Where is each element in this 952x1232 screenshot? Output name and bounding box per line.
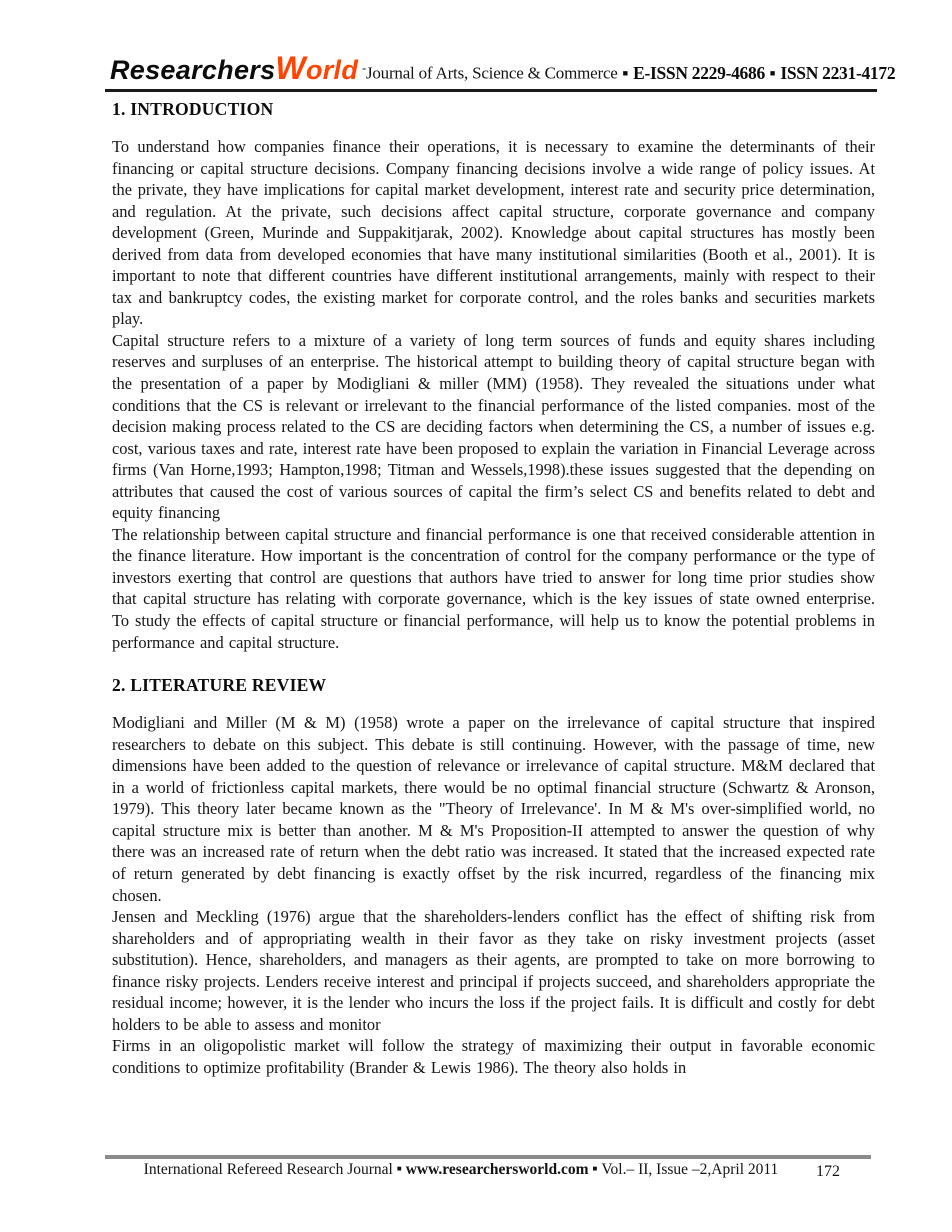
logo-world: World — [275, 50, 359, 86]
issn-bullet-icon: ■ — [622, 68, 629, 78]
header-divider — [105, 89, 877, 92]
section-introduction — [112, 97, 875, 653]
footer-website: www.researchersworld.com — [405, 1161, 589, 1178]
footer-journal-label: International Refereed Research Journal — [143, 1161, 393, 1178]
article-body — [112, 97, 875, 1078]
eissn-label: E-ISSN 2229-4686 — [633, 63, 765, 83]
issn-bullet-icon: ■ — [769, 68, 776, 78]
page-header — [110, 50, 896, 87]
paragraph: Firms in an oligopolistic market will follow the strategy of maximizing their output in favorable economic conditions to optimize profitability (Brander & Lewis 1986). The theory also holds in — [112, 1036, 875, 1077]
footer-divider — [105, 1155, 871, 1159]
page-number: 172 — [816, 1163, 840, 1180]
header-row — [110, 50, 896, 87]
logo-researchers: Researchers — [110, 55, 276, 85]
page-footer — [105, 1161, 817, 1179]
paragraph: Capital structure refers to a mixture of a variety of long term sources of funds and equity shares including reserves and surpluses of an enterprise. The historical attempt to building theory of capital structure began with the presentation of a paper by Modigliani & miller (MM) (1958). They revealed the situations under what conditions that the CS is relevant or irrelevant to the financial performance of the listed companies. most of the decision making process related to the CS are deciding factors when determining the CS, a number of issues e.g. cost, various taxes and rate, interest rate have been proposed to explain the variation in Financial Leverage across firms (Van Horne,1993; Hampton,1998; Titman and Wessels,1998).these issues suggested that the depending on attributes that caused the cost of various sources of capital the firm’s select CS and benefits related to debt and equity financing — [112, 330, 875, 523]
paragraph: Modigliani and Miller (M & M) (1958) wrote a paper on the irrelevance of capital structure that inspired researchers to debate on this subject. This debate is still continuing. However, with the passage of time, new dimensions have been added to the question of relevance or irrelevance of capital structure. M&M declared that in a world of frictionless capital markets, there would be no optimal financial structure (Schwartz & Aronson, 1979). This theory later became known as the "Theory of Irrelevance'. In M & M's over-simplified world, no capital structure mix is better than another. M & M's Proposition-II attempted to answer the question of why there was an increased rate of return when the debt ratio was increased. It stated that the increased expected rate of return generated by debt financing is exactly offset by the risk incurred, regardless of the financing mix chosen. — [112, 713, 875, 905]
section-heading-literature-review: 2. LITERATURE REVIEW — [112, 675, 327, 696]
footer-bullet-icon: ■ — [592, 1164, 598, 1173]
issn-block — [618, 63, 896, 84]
journal-tagline — [362, 61, 618, 84]
tagline-dash: - — [362, 61, 366, 76]
paragraph: The relationship between capital structure and financial performance is one that received considerable attention in the finance literature. How important is the concentration of control for the company performance or the type of investors exerting that control are questions that authors have tried to answer for long time prior studies show that capital structure has relating with corporate governance, which is the key issues of state owned enterprise. To study the effects of capital structure or financial performance, will help us to know the potential problems in performance and capital structure. — [112, 524, 875, 652]
paragraph: To understand how companies finance their operations, it is necessary to examine the determinants of their financing or capital structure decisions. Company financing decisions involve a wide range of policy issues. At the private, they have implications for capital market development, interest rate and security price determination, and regulation. At the private, such decisions affect capital structure, corporate governance and company development (Green, Murinde and Suppakitjarak, 2002). Knowledge about capital structures has mostly been derived from data from developed economies that have many institutional similarities (Booth et al., 2001). It is important to note that different countries have different institutional arrangements, mainly with respect to their tax and bankruptcy codes, the existing market for corporate control, and the roles banks and securities markets play. — [112, 137, 875, 329]
tagline-text: Journal of Arts, Science & Commerce — [365, 64, 618, 83]
footer-issue-info: Vol.– II, Issue –2,April 2011 — [601, 1161, 779, 1178]
section-heading-introduction: 1. INTRODUCTION — [112, 99, 274, 119]
journal-logo — [110, 50, 358, 87]
issn-label: ISSN 2231-4172 — [780, 63, 896, 83]
section-literature-review — [112, 673, 875, 1078]
paragraph: Jensen and Meckling (1976) argue that the shareholders-lenders conflict has the effect of shifting risk from shareholders and of appropriating wealth in their favor as they take on risky investment projects (asset substitution). Hence, shareholders, and managers as their agents, are prompted to take on more borrowing to finance risky projects. Lenders receive interest and principal if projects succeed, and shareholders appropriate the residual income; however, it is the lender who incurs the loss if the project fails. It is difficult and costly for debt holders to be able to assess and monitor — [112, 907, 875, 1034]
footer-bullet-icon: ■ — [396, 1164, 402, 1173]
